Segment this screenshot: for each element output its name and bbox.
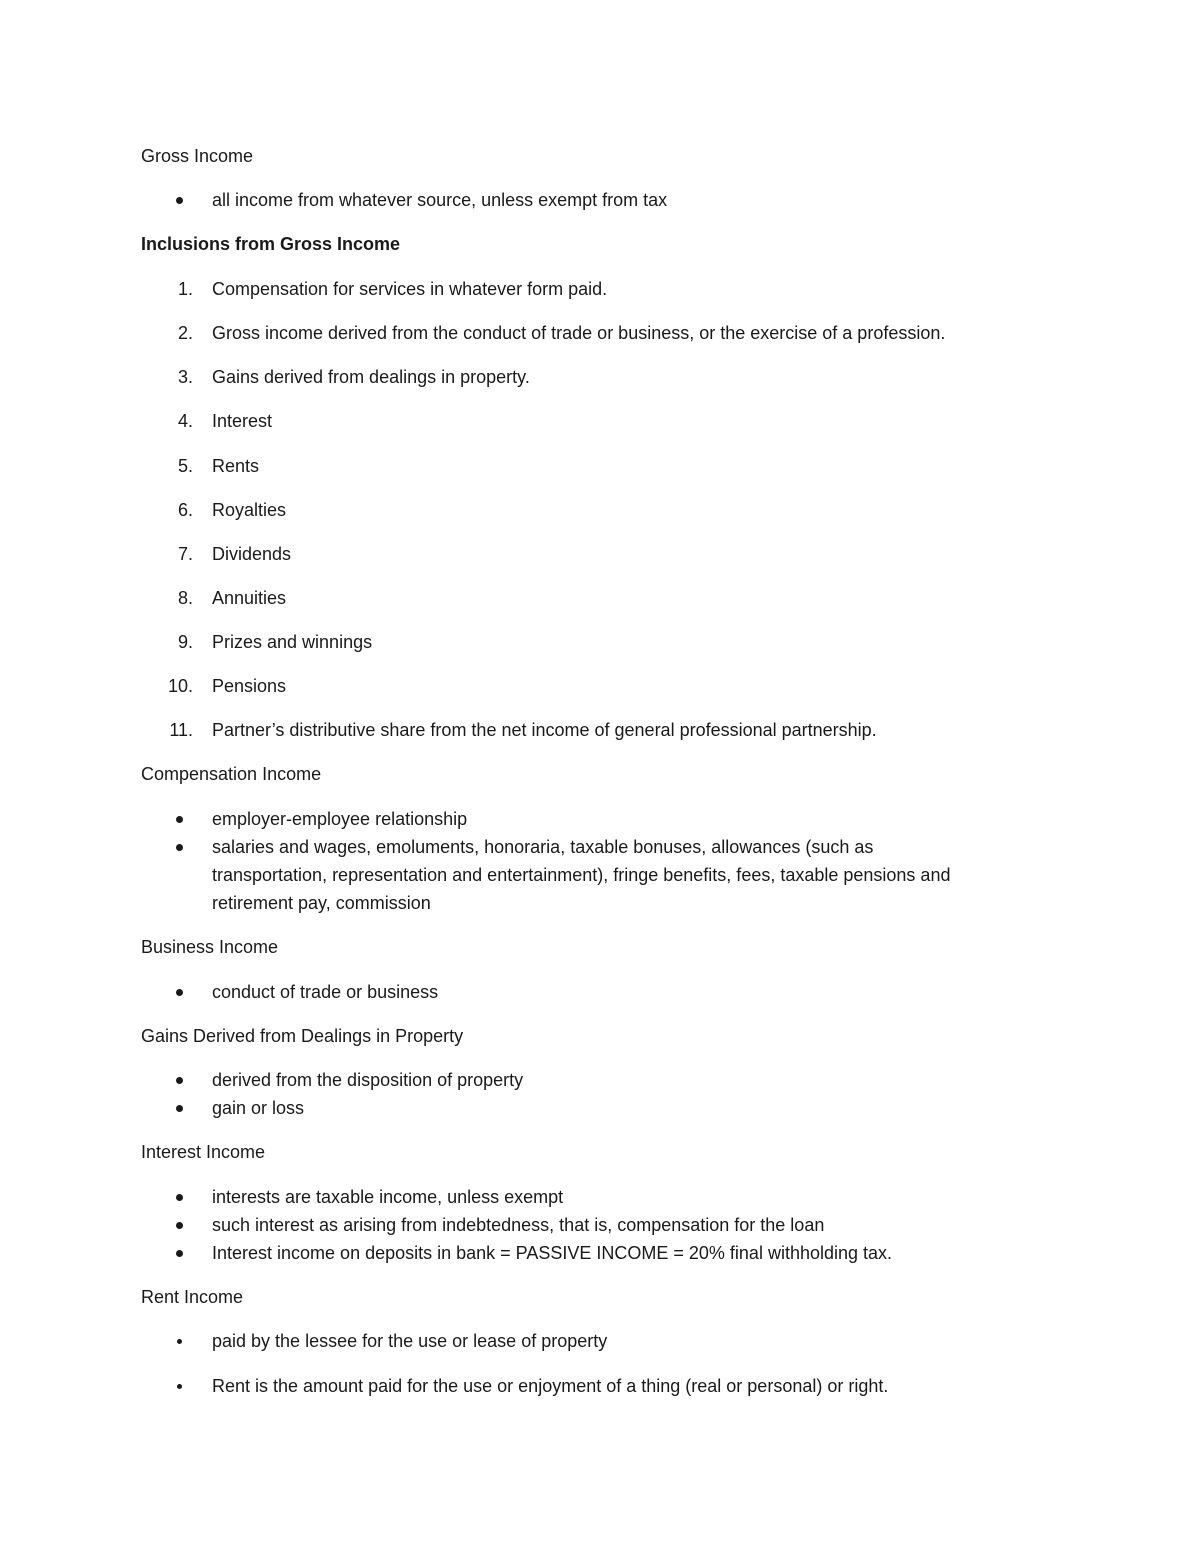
bullet-icon — [174, 189, 186, 211]
heading-interest-income: Interest Income — [141, 1142, 266, 1162]
list-number: 4. — [177, 411, 193, 431]
heading-rent-income: Rent Income — [141, 1287, 244, 1307]
list-item: derived from the disposition of property — [212, 1070, 524, 1090]
list-number: 8. — [177, 588, 193, 608]
list-item: Rent is the amount paid for the use or enjoyment of a thing (real or personal) or right. — [212, 1376, 889, 1396]
list-item: Royalties — [212, 500, 287, 520]
list-item: gain or loss — [212, 1098, 305, 1118]
list-item: Gains derived from dealings in property. — [212, 367, 530, 387]
list-item: employer-employee relationship — [212, 809, 468, 829]
heading-business-income: Business Income — [141, 937, 279, 957]
bullet-icon — [174, 1097, 186, 1119]
list-number: 7. — [177, 544, 193, 564]
list-number: 11. — [169, 720, 193, 740]
list-number: 9. — [177, 632, 193, 652]
list-item-line: retirement pay, commission — [212, 893, 431, 913]
list-item: Pensions — [212, 676, 287, 696]
list-item: paid by the lessee for the use or lease of property — [212, 1331, 608, 1351]
list-item: Interest income on deposits in bank = PASSIVE INCOME = 20% final withholding tax. — [212, 1243, 893, 1263]
heading-compensation-income: Compensation Income — [141, 764, 322, 784]
bullet-icon — [174, 1186, 186, 1208]
heading-gains-property: Gains Derived from Dealings in Property — [141, 1026, 464, 1046]
list-item: such interest as arising from indebtedness, that is, compensation for the loan — [212, 1215, 825, 1235]
list-number: 10. — [167, 676, 193, 696]
list-item: Compensation for services in whatever form paid. — [212, 279, 608, 299]
list-number: 1. — [177, 279, 193, 299]
list-item: Rents — [212, 456, 260, 476]
bullet-icon — [174, 1214, 186, 1236]
list-item: Partner’s distributive share from the net income of general professional partnership. — [212, 720, 877, 740]
list-item: Annuities — [212, 588, 287, 608]
bullet-icon — [174, 836, 186, 858]
bullet-icon — [174, 1242, 186, 1264]
list-item-line: transportation, representation and entertainment), fringe benefits, fees, taxable pensions and — [212, 865, 951, 885]
list-item: interests are taxable income, unless exempt — [212, 1187, 564, 1207]
list-number: 2. — [177, 323, 193, 343]
heading-gross-income: Gross Income — [141, 146, 254, 166]
list-number: 5. — [177, 456, 193, 476]
list-item: Dividends — [212, 544, 292, 564]
heading-inclusions: Inclusions from Gross Income — [141, 234, 401, 254]
list-item-line: salaries and wages, emoluments, honoraria, taxable bonuses, allowances (such as — [212, 837, 874, 857]
bullet-icon — [174, 1330, 186, 1352]
list-item: Prizes and winnings — [212, 632, 373, 652]
list-item: Gross income derived from the conduct of trade or business, or the exercise of a profession. — [212, 323, 946, 343]
bullet-icon — [174, 981, 186, 1003]
list-item: all income from whatever source, unless exempt from tax — [212, 190, 668, 210]
bullet-icon — [174, 1375, 186, 1397]
list-item: conduct of trade or business — [212, 982, 439, 1002]
list-number: 6. — [177, 500, 193, 520]
list-item: Interest — [212, 411, 273, 431]
bullet-icon — [174, 1069, 186, 1091]
bullet-icon — [174, 808, 186, 830]
list-number: 3. — [177, 367, 193, 387]
